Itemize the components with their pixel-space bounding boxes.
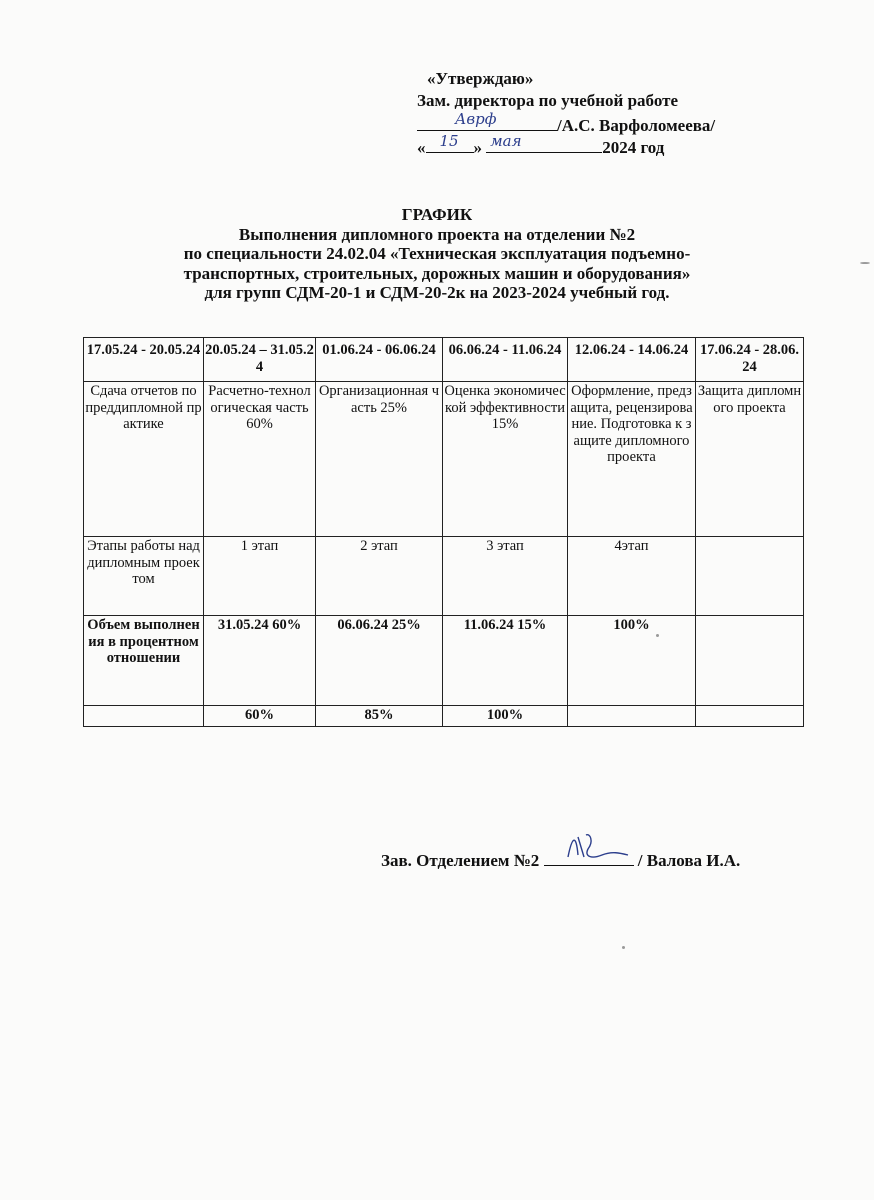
cumulative-cell: 100%	[443, 706, 568, 727]
footer-position: Зав. Отделением №2	[381, 851, 540, 870]
schedule-table	[83, 337, 804, 727]
approval-date-open: «	[417, 138, 426, 157]
handwritten-signature-icon	[562, 827, 632, 867]
title-line-4: транспортных, строительных, дорожных машин и оборудования»	[183, 263, 691, 283]
task-cell: Сдача отчетов по преддипломной практике	[84, 382, 204, 537]
table-row-tasks	[84, 382, 804, 537]
cumulative-cell	[696, 706, 804, 727]
table-row-stages	[84, 537, 804, 616]
task-cell: Защита дипломного проекта	[696, 382, 804, 537]
scan-artifact	[860, 262, 870, 264]
cumulative-cell: 85%	[316, 706, 443, 727]
header-cell: 06.06.24 - 11.06.24	[443, 338, 568, 382]
task-cell: Организационная часть 25%	[316, 382, 443, 537]
approval-month: мая	[490, 132, 522, 150]
cumulative-cell	[84, 706, 204, 727]
header-cell: 17.05.24 - 20.05.24	[84, 338, 204, 382]
volume-cell: 11.06.24 15%	[443, 616, 568, 706]
volume-cell: 31.05.24 60%	[204, 616, 316, 706]
scan-artifact	[622, 946, 625, 949]
header-cell: 17.06.24 - 28.06.24	[696, 338, 804, 382]
approval-position: Зам. директора по учебной работе	[417, 91, 678, 110]
title-line-1: ГРАФИК	[401, 205, 473, 224]
volume-cell: Объем выполнения в процентном отношении	[84, 616, 204, 706]
header-cell: 12.06.24 - 14.06.24	[568, 338, 696, 382]
approval-signature-line	[417, 112, 715, 134]
approval-year: 2024 год	[602, 138, 665, 157]
table-header-row	[84, 338, 804, 382]
approval-day-field	[426, 134, 474, 153]
stage-cell: 4этап	[568, 537, 696, 616]
stage-cell: Этапы работы над дипломным проектом	[84, 537, 204, 616]
approval-date-line	[417, 134, 715, 156]
table-row-volume	[84, 616, 804, 706]
approval-month-field	[486, 134, 602, 153]
table-row-cumulative	[84, 706, 804, 727]
document-title	[40, 205, 834, 303]
approval-day: 15	[439, 132, 459, 150]
cumulative-cell	[568, 706, 696, 727]
title-line-3: по специальности 24.02.04 «Техническая эксплуатация подъемно-	[183, 244, 691, 263]
title-line-5: для групп СДМ-20-1 и СДМ-20-2к на 2023-2024 учебный год.	[204, 283, 670, 302]
header-cell: 01.06.24 - 06.06.24	[316, 338, 443, 382]
footer-signature-block	[381, 849, 740, 871]
scan-artifact	[656, 634, 659, 637]
volume-cell: 100%	[568, 616, 696, 706]
volume-cell	[696, 616, 804, 706]
approval-date-close: »	[473, 138, 482, 157]
stage-cell: 3 этап	[443, 537, 568, 616]
stage-cell	[696, 537, 804, 616]
approval-signature-handwriting: Аврф	[455, 110, 497, 128]
approval-signer: /А.С. Варфоломеева/	[557, 116, 716, 135]
approval-block	[417, 68, 715, 156]
task-cell: Оценка экономической эффективности 15%	[443, 382, 568, 537]
volume-cell: 06.06.24 25%	[316, 616, 443, 706]
stage-cell: 1 этап	[204, 537, 316, 616]
footer-signer: / Валова И.А.	[637, 851, 741, 870]
task-cell: Оформление, предзащита, рецензирование. Подготовка к защите дипломного проекта	[568, 382, 696, 537]
task-cell: Расчетно-технологическая часть 60%	[204, 382, 316, 537]
cumulative-cell: 60%	[204, 706, 316, 727]
approval-heading: «Утверждаю»	[427, 69, 534, 88]
title-line-2: Выполнения дипломного проекта на отделении №2	[238, 224, 636, 244]
footer-signature	[544, 849, 634, 866]
header-cell: 20.05.24 – 31.05.24	[204, 338, 316, 382]
stage-cell: 2 этап	[316, 537, 443, 616]
approval-signature	[417, 112, 557, 131]
